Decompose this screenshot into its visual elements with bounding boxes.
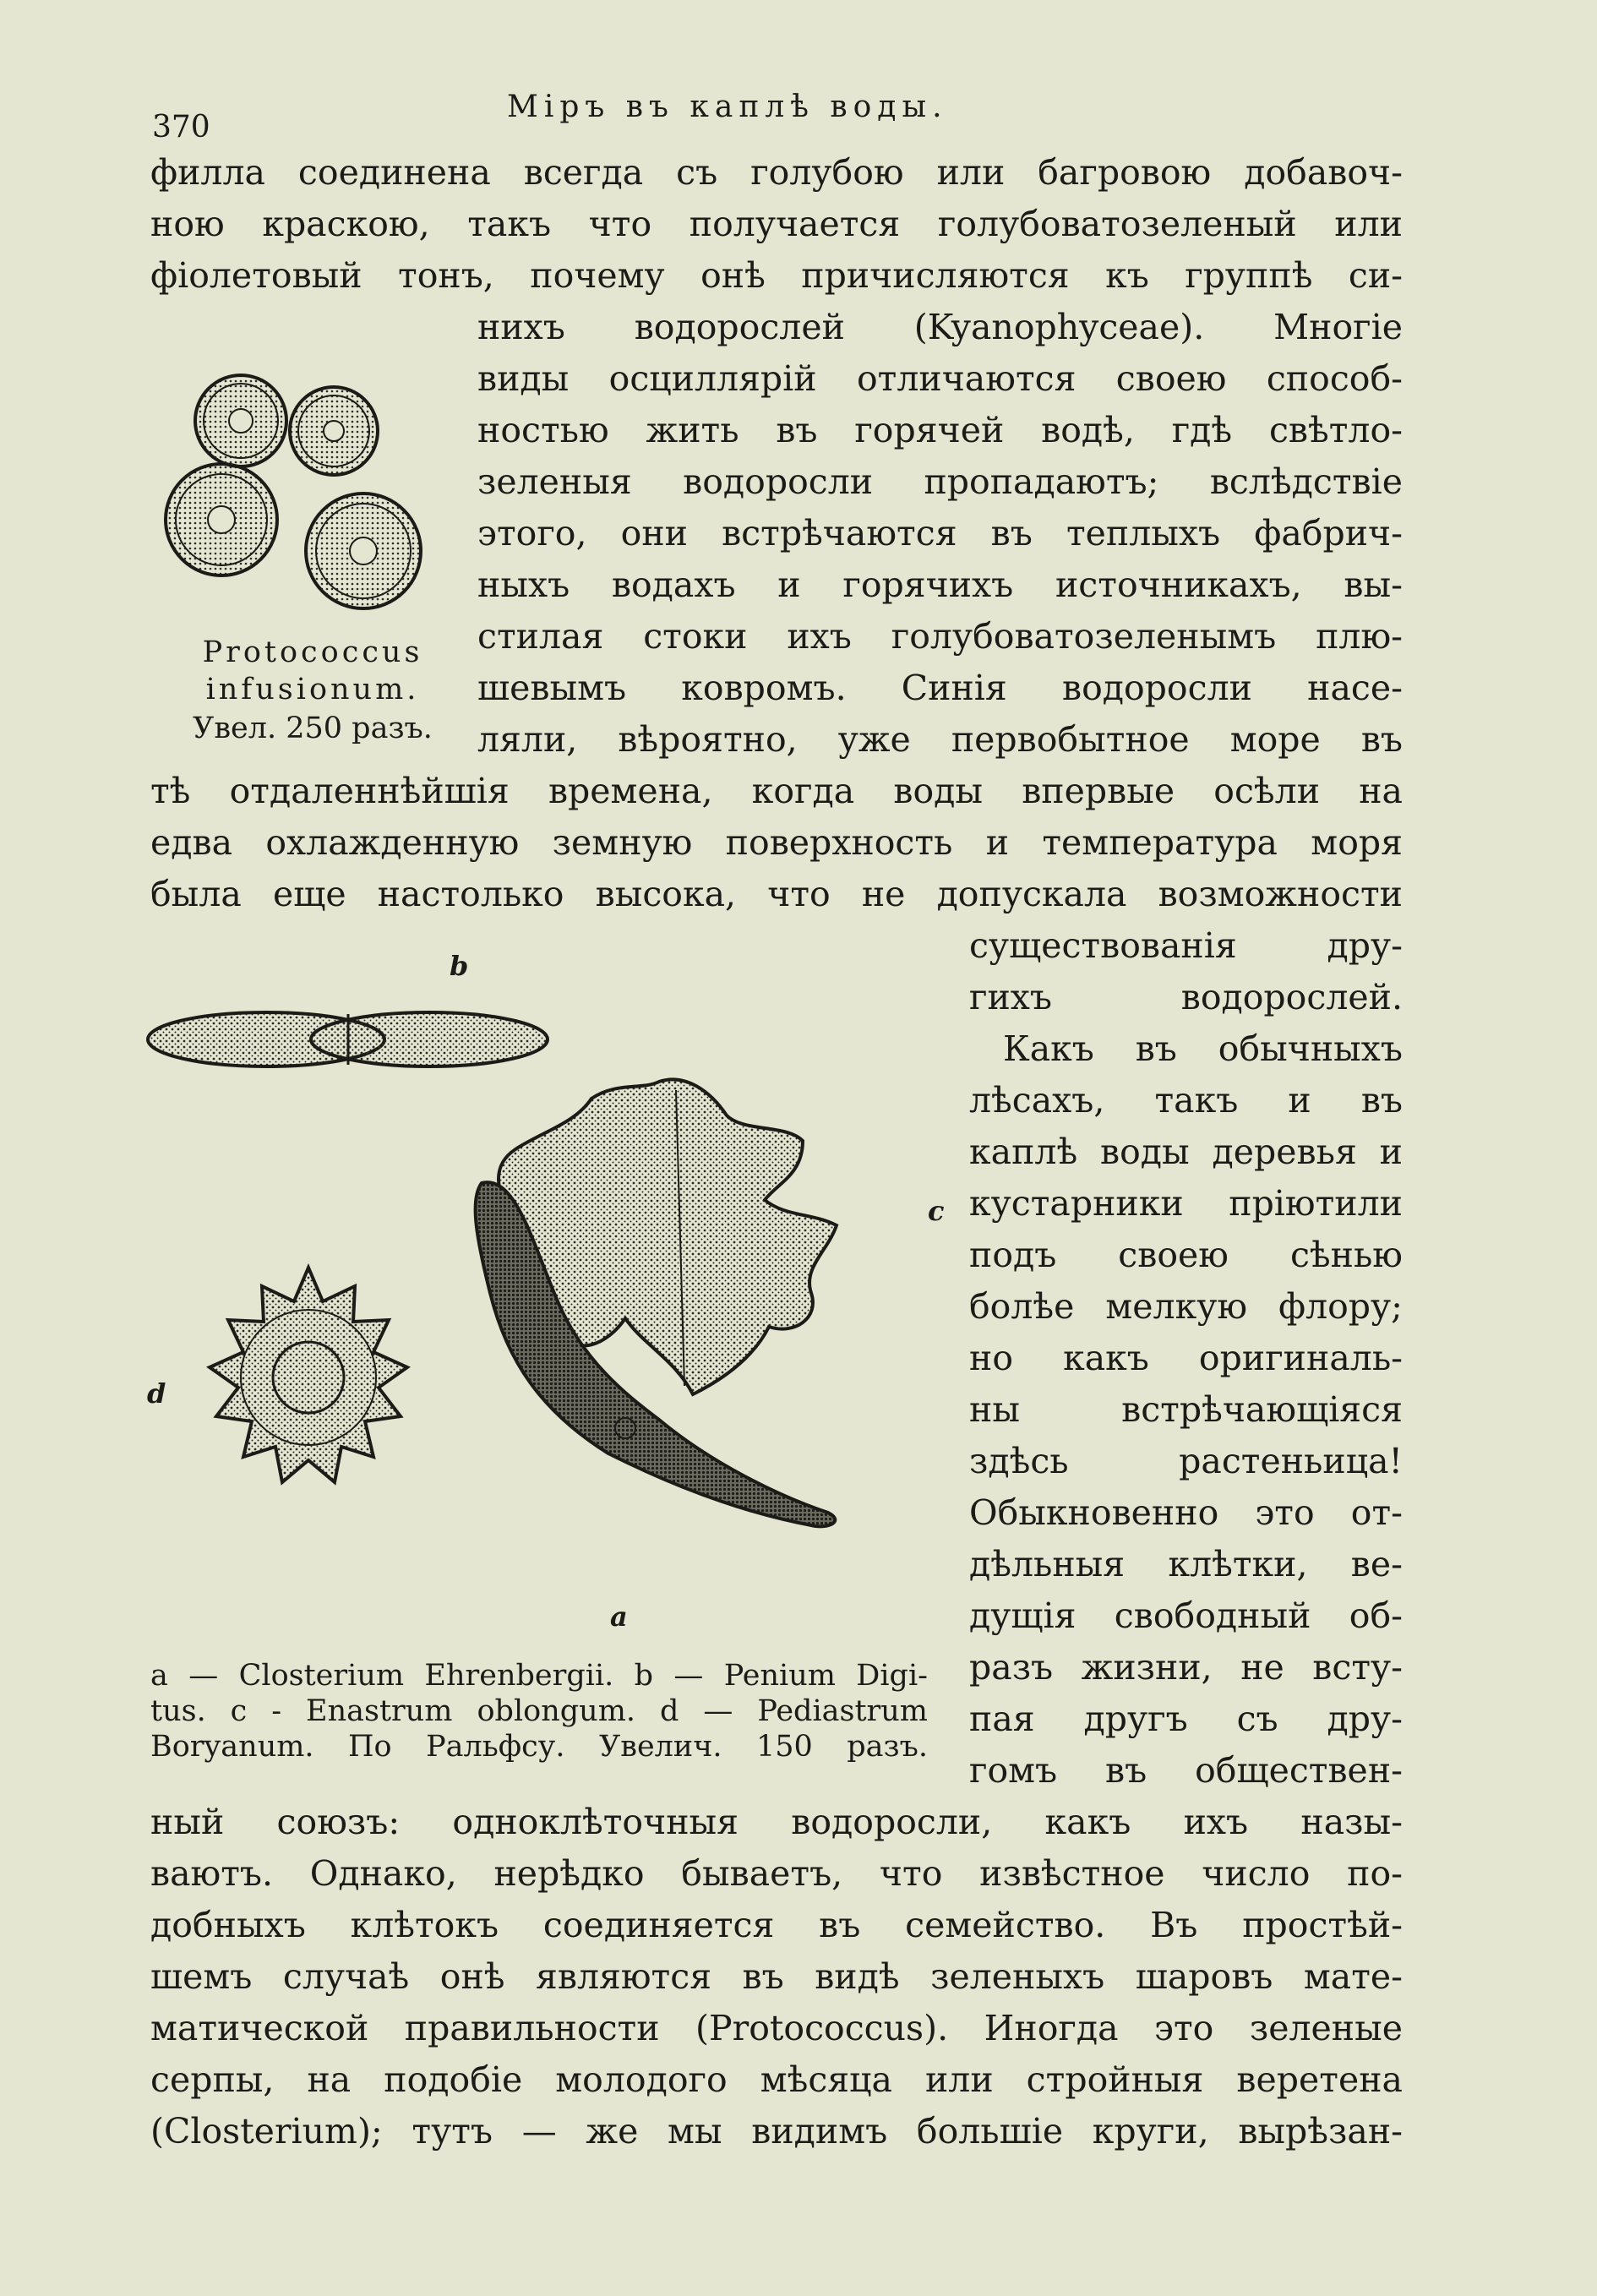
- figure-caption: Boryanum. По Ральфсу. Увелич. 150 разъ.: [150, 1730, 928, 1764]
- figure-caption: tus. c - Enastrum oblongum. d — Pediastrum: [150, 1694, 928, 1728]
- penium-cell: [148, 1012, 548, 1066]
- figure-label-a: a: [610, 1601, 628, 1633]
- text-line: подъ своею сѣнью: [969, 1235, 1403, 1275]
- protococcus-cell: [306, 494, 421, 608]
- pediastrum-colony: [210, 1268, 407, 1482]
- figure-caption: infusionum.: [205, 673, 420, 706]
- text-line: гихъ водорослей.: [969, 977, 1403, 1017]
- figure-label-b: b: [450, 950, 469, 982]
- text-line: ны встрѣчающіяся: [969, 1389, 1403, 1430]
- text-line: дѣльныя клѣтки, ве-: [969, 1544, 1403, 1584]
- text-line: ваютъ. Однако, нерѣдко бываетъ, что извѣстное число по-: [150, 1853, 1403, 1894]
- text-line: была еще настолько высока, что не допускала возможности: [150, 874, 1403, 914]
- text-line: шевымъ ковромъ. Синія водоросли насе-: [477, 668, 1403, 708]
- text-line: этого, они встрѣчаются въ теплыхъ фабрич-: [477, 513, 1403, 554]
- text-line: ностью жить въ горячей водѣ, гдѣ свѣтло-: [477, 410, 1403, 450]
- text-line: гомъ въ обществен-: [969, 1750, 1403, 1791]
- text-line: ляли, вѣроятно, уже первобытное море въ: [477, 719, 1403, 760]
- text-line: фіолетовый тонъ, почему онѣ причисляются къ группѣ си-: [150, 255, 1403, 296]
- text-line: (Closterium); тутъ — же мы видимъ большіе круги, вырѣзан-: [150, 2111, 1403, 2151]
- text-line: здѣсь растеньица!: [969, 1441, 1403, 1481]
- protococcus-cell: [195, 375, 286, 466]
- text-line: дущія свободный об-: [969, 1595, 1403, 1636]
- text-line: нихъ водорослей (Kyanophyceae). Многіе: [477, 307, 1403, 347]
- text-line: разъ жизни, не всту-: [969, 1647, 1403, 1688]
- text-line: кустарники пріютили: [969, 1183, 1403, 1224]
- desmids-illustration: [135, 921, 946, 1648]
- text-line: существованія дру-: [969, 925, 1403, 966]
- figure-caption: Protococcus: [202, 635, 423, 669]
- text-line: добныхъ клѣтокъ соединяется въ семейство. Въ простѣй-: [150, 1905, 1403, 1945]
- text-line: ныхъ водахъ и горячихъ источникахъ, вы-: [477, 564, 1403, 605]
- text-line: стилая стоки ихъ голубоватозеленымъ плю-: [477, 616, 1403, 657]
- figure-label-d: d: [147, 1377, 166, 1410]
- text-line: филла соединена всегда съ голубою или багровою добавоч-: [150, 152, 1403, 193]
- text-line: матической правильности (Protococcus). Иногда это зеленые: [150, 2008, 1403, 2048]
- text-line: шемъ случаѣ онѣ являются въ видѣ зеленыхъ шаровъ мате-: [150, 1956, 1403, 1997]
- text-line: Обыкновенно это от-: [969, 1492, 1403, 1533]
- figure-label-c: c: [928, 1195, 945, 1227]
- text-line: лѣсахъ, такъ и въ: [969, 1080, 1403, 1121]
- text-line: Какъ въ обычныхъ: [1003, 1028, 1403, 1069]
- figure-caption: Увел. 250 разъ.: [193, 712, 433, 745]
- text-line: зеленыя водоросли пропадаютъ; вслѣдствіе: [477, 461, 1403, 502]
- figure-caption: a — Closterium Ehrenbergii. b — Penium Digi-: [150, 1659, 928, 1693]
- text-line: ною краскою, такъ что получается голубоватозеленый или: [150, 204, 1403, 244]
- text-line: виды осциллярій отличаются своею способ-: [477, 358, 1403, 399]
- text-line: но какъ оригиналь-: [969, 1338, 1403, 1378]
- protococcus-illustration: [152, 363, 473, 617]
- text-line: болѣе мелкую флору;: [969, 1286, 1403, 1327]
- running-title: Міръ въ каплѣ воды.: [507, 90, 948, 124]
- text-line: каплѣ воды деревья и: [969, 1132, 1403, 1172]
- protococcus-cell: [290, 387, 378, 475]
- text-line: тѣ отдаленнѣйшія времена, когда воды впервые осѣли на: [150, 771, 1403, 811]
- protococcus-cell: [166, 464, 277, 575]
- page-number: 370: [152, 110, 210, 145]
- text-line: пая другъ съ дру-: [969, 1699, 1403, 1739]
- text-line: серпы, на подобіе молодого мѣсяца или стройныя веретена: [150, 2059, 1403, 2100]
- text-line: едва охлажденную земную поверхность и температура моря: [150, 822, 1403, 863]
- text-line: ный союзъ: одноклѣточныя водоросли, какъ ихъ назы-: [150, 1802, 1403, 1842]
